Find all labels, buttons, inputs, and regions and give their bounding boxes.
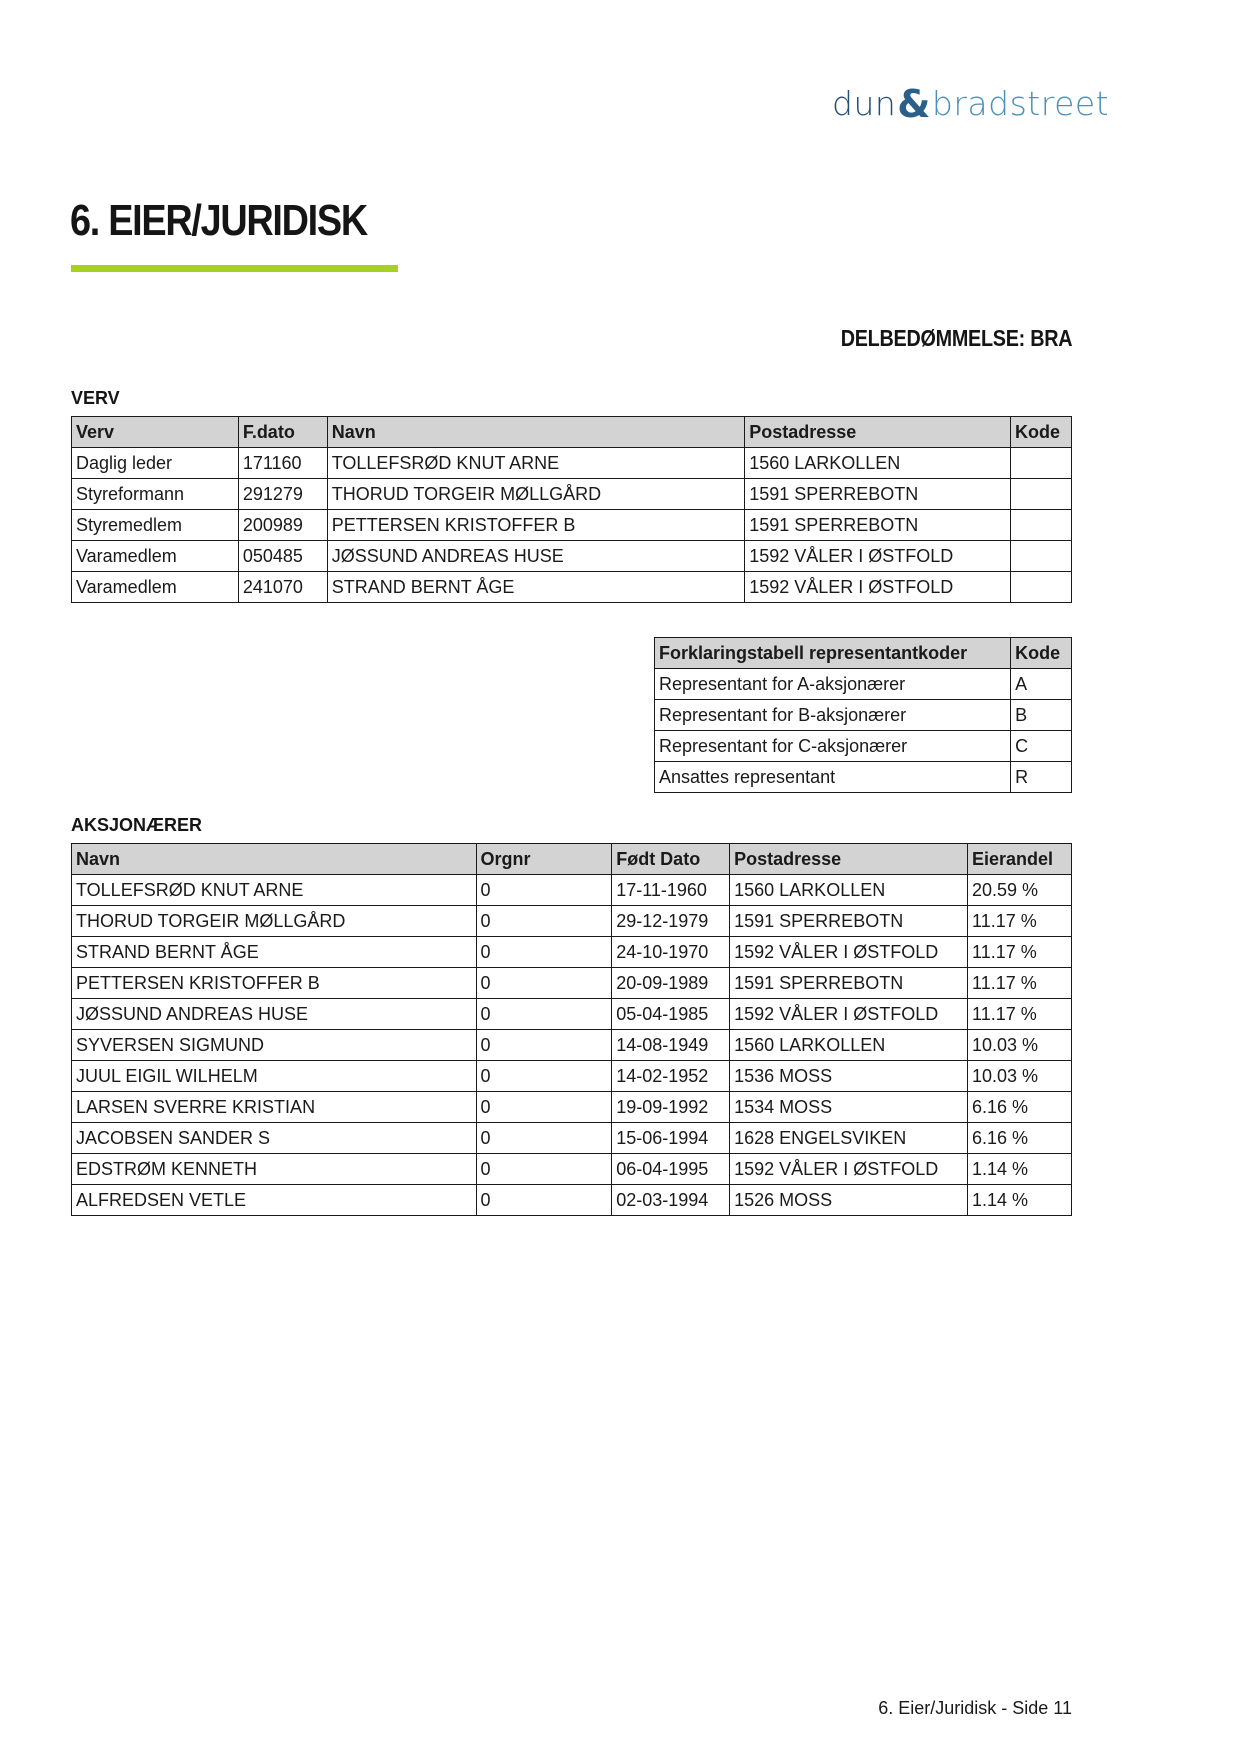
column-header: Kode <box>1011 638 1072 669</box>
table-row <box>655 762 1072 793</box>
cell-eierandel: 1.14 % <box>968 1154 1072 1185</box>
column-header: Postadresse <box>730 844 968 875</box>
cell-verv: Varamedlem <box>72 572 239 603</box>
cell-verv: Daglig leder <box>72 448 239 479</box>
cell-fdato: 050485 <box>238 541 327 572</box>
cell-verv: Styremedlem <box>72 510 239 541</box>
cell-navn: PETTERSEN KRISTOFFER B <box>72 968 477 999</box>
cell-postadresse: 1592 VÅLER I ØSTFOLD <box>730 937 968 968</box>
cell-navn: JØSSUND ANDREAS HUSE <box>72 999 477 1030</box>
cell-eierandel: 10.03 % <box>968 1061 1072 1092</box>
cell-fodt-dato: 24-10-1970 <box>612 937 730 968</box>
cell-fdato: 171160 <box>238 448 327 479</box>
cell-verv: Styreformann <box>72 479 239 510</box>
table-row <box>72 1061 1072 1092</box>
column-header: Født Dato <box>612 844 730 875</box>
cell-navn: JUUL EIGIL WILHELM <box>72 1061 477 1092</box>
cell-orgnr: 0 <box>476 1154 612 1185</box>
cell-fodt-dato: 14-08-1949 <box>612 1030 730 1061</box>
cell-kode <box>1011 510 1072 541</box>
cell-navn: JACOBSEN SANDER S <box>72 1123 477 1154</box>
cell-kode <box>1011 572 1072 603</box>
cell-postadresse: 1592 VÅLER I ØSTFOLD <box>730 999 968 1030</box>
cell-navn: ALFREDSEN VETLE <box>72 1185 477 1216</box>
cell-eierandel: 11.17 % <box>968 937 1072 968</box>
cell-postadresse: 1560 LARKOLLEN <box>730 1030 968 1061</box>
verv-header-row <box>72 417 1072 448</box>
cell-eierandel: 10.03 % <box>968 1030 1072 1061</box>
cell-description: Representant for A-aksjonærer <box>655 669 1011 700</box>
table-row <box>72 1030 1072 1061</box>
verv-section-label: VERV <box>71 388 120 408</box>
table-row <box>72 541 1072 572</box>
shareholders-header-row <box>72 844 1072 875</box>
logo-text-dun: dun <box>832 84 897 123</box>
cell-fodt-dato: 29-12-1979 <box>612 906 730 937</box>
column-header: Navn <box>327 417 744 448</box>
column-header: Orgnr <box>476 844 612 875</box>
cell-orgnr: 0 <box>476 968 612 999</box>
cell-navn: TOLLEFSRØD KNUT ARNE <box>327 448 744 479</box>
cell-orgnr: 0 <box>476 1123 612 1154</box>
table-row <box>72 937 1072 968</box>
table-row <box>72 1185 1072 1216</box>
table-row <box>72 479 1072 510</box>
table-row <box>655 731 1072 762</box>
table-row <box>72 875 1072 906</box>
cell-fdato: 200989 <box>238 510 327 541</box>
cell-eierandel: 20.59 % <box>968 875 1072 906</box>
cell-postadresse: 1592 VÅLER I ØSTFOLD <box>745 572 1011 603</box>
cell-navn: LARSEN SVERRE KRISTIAN <box>72 1092 477 1123</box>
cell-code: R <box>1011 762 1072 793</box>
table-row <box>72 510 1072 541</box>
cell-fdato: 291279 <box>238 479 327 510</box>
cell-postadresse: 1536 MOSS <box>730 1061 968 1092</box>
rating-label: DELBEDØMMELSE: BRA <box>840 325 1072 351</box>
cell-orgnr: 0 <box>476 875 612 906</box>
cell-navn: EDSTRØM KENNETH <box>72 1154 477 1185</box>
cell-navn: SYVERSEN SIGMUND <box>72 1030 477 1061</box>
cell-postadresse: 1560 LARKOLLEN <box>730 875 968 906</box>
cell-fodt-dato: 14-02-1952 <box>612 1061 730 1092</box>
table-row <box>72 1154 1072 1185</box>
cell-orgnr: 0 <box>476 906 612 937</box>
cell-navn: PETTERSEN KRISTOFFER B <box>327 510 744 541</box>
cell-description: Ansattes representant <box>655 762 1011 793</box>
cell-fodt-dato: 06-04-1995 <box>612 1154 730 1185</box>
cell-code: C <box>1011 731 1072 762</box>
column-header: Forklaringstabell representantkoder <box>655 638 1011 669</box>
cell-fodt-dato: 19-09-1992 <box>612 1092 730 1123</box>
cell-code: B <box>1011 700 1072 731</box>
cell-orgnr: 0 <box>476 1030 612 1061</box>
cell-navn: JØSSUND ANDREAS HUSE <box>327 541 744 572</box>
cell-navn: TOLLEFSRØD KNUT ARNE <box>72 875 477 906</box>
cell-fodt-dato: 05-04-1985 <box>612 999 730 1030</box>
cell-navn: THORUD TORGEIR MØLLGÅRD <box>72 906 477 937</box>
table-row <box>72 999 1072 1030</box>
cell-eierandel: 11.17 % <box>968 906 1072 937</box>
cell-navn: STRAND BERNT ÅGE <box>72 937 477 968</box>
page-title: 6. EIER/JURIDISK <box>70 196 367 245</box>
cell-orgnr: 0 <box>476 1185 612 1216</box>
cell-eierandel: 11.17 % <box>968 999 1072 1030</box>
cell-kode <box>1011 448 1072 479</box>
cell-eierandel: 6.16 % <box>968 1123 1072 1154</box>
aksjonaerer-section-label: AKSJONÆRER <box>71 815 203 835</box>
cell-description: Representant for B-aksjonærer <box>655 700 1011 731</box>
cell-postadresse: 1591 SPERREBOTN <box>745 479 1011 510</box>
cell-postadresse: 1591 SPERREBOTN <box>730 968 968 999</box>
cell-postadresse: 1591 SPERREBOTN <box>745 510 1011 541</box>
cell-eierandel: 6.16 % <box>968 1092 1072 1123</box>
cell-postadresse: 1592 VÅLER I ØSTFOLD <box>730 1154 968 1185</box>
cell-verv: Varamedlem <box>72 541 239 572</box>
table-row <box>72 572 1072 603</box>
cell-postadresse: 1560 LARKOLLEN <box>745 448 1011 479</box>
cell-postadresse: 1591 SPERREBOTN <box>730 906 968 937</box>
cell-orgnr: 0 <box>476 937 612 968</box>
cell-postadresse: 1628 ENGELSVIKEN <box>730 1123 968 1154</box>
logo-ampersand-icon: & <box>897 82 931 126</box>
cell-code: A <box>1011 669 1072 700</box>
column-header: Verv <box>72 417 239 448</box>
cell-description: Representant for C-aksjonærer <box>655 731 1011 762</box>
cell-orgnr: 0 <box>476 1092 612 1123</box>
cell-orgnr: 0 <box>476 1061 612 1092</box>
table-row <box>72 1092 1072 1123</box>
column-header: F.dato <box>238 417 327 448</box>
table-row <box>655 669 1072 700</box>
table-row <box>655 700 1072 731</box>
table-row <box>72 448 1072 479</box>
cell-postadresse: 1526 MOSS <box>730 1185 968 1216</box>
column-header: Navn <box>72 844 477 875</box>
cell-eierandel: 1.14 % <box>968 1185 1072 1216</box>
verv-table <box>71 416 1072 603</box>
cell-fodt-dato: 17-11-1960 <box>612 875 730 906</box>
page-footer: 6. Eier/Juridisk - Side 11 <box>878 1698 1072 1718</box>
cell-eierandel: 11.17 % <box>968 968 1072 999</box>
cell-orgnr: 0 <box>476 999 612 1030</box>
logo-text-bradstreet: bradstreet <box>931 84 1110 123</box>
cell-fodt-dato: 02-03-1994 <box>612 1185 730 1216</box>
dun-bradstreet-logo <box>832 80 1110 126</box>
cell-fodt-dato: 15-06-1994 <box>612 1123 730 1154</box>
cell-postadresse: 1534 MOSS <box>730 1092 968 1123</box>
table-row <box>72 906 1072 937</box>
shareholders-table <box>71 843 1072 1216</box>
cell-kode <box>1011 541 1072 572</box>
cell-postadresse: 1592 VÅLER I ØSTFOLD <box>745 541 1011 572</box>
table-row <box>72 968 1072 999</box>
column-header: Postadresse <box>745 417 1011 448</box>
cell-navn: THORUD TORGEIR MØLLGÅRD <box>327 479 744 510</box>
codes-header-row <box>655 638 1072 669</box>
title-underline <box>71 265 398 272</box>
cell-navn: STRAND BERNT ÅGE <box>327 572 744 603</box>
cell-kode <box>1011 479 1072 510</box>
table-row <box>72 1123 1072 1154</box>
column-header: Eierandel <box>968 844 1072 875</box>
cell-fdato: 241070 <box>238 572 327 603</box>
column-header: Kode <box>1011 417 1072 448</box>
representative-codes-table <box>654 637 1072 793</box>
cell-fodt-dato: 20-09-1989 <box>612 968 730 999</box>
